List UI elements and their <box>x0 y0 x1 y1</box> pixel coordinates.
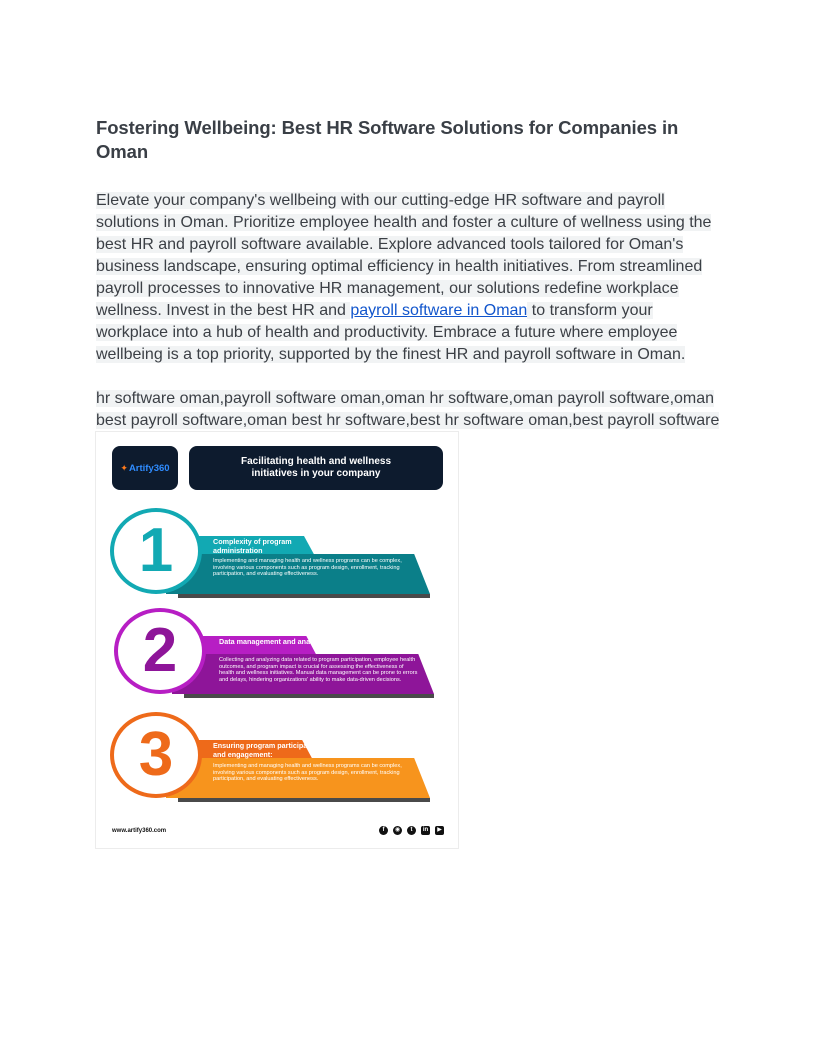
payroll-software-link[interactable]: payroll software in Oman <box>350 302 528 319</box>
item-3-number: 3 <box>110 712 202 798</box>
document-body <box>96 116 720 454</box>
item-1-number: 1 <box>110 508 202 594</box>
infographic-item-1 <box>96 508 458 604</box>
intro-paragraph <box>96 190 720 366</box>
twitter-icon: t <box>407 826 416 835</box>
banner-text: Facilitating health and wellness initiatives in your company <box>240 456 392 479</box>
linkedin-icon: in <box>422 827 429 833</box>
item-2-heading: Data management and analysis: <box>219 637 329 646</box>
infographic-image <box>96 432 458 848</box>
item-3-body: Implementing and managing health and wellness programs can be complex, involving various components such as program design, enrollment, tracking participation, and evaluating effectiveness. <box>213 763 402 783</box>
item-3-shadow <box>178 798 430 802</box>
item-1-heading: Complexity of program administration <box>213 537 292 555</box>
logo-mark-icon: ✦ <box>120 462 128 473</box>
instagram-icon: ◉ <box>394 827 401 833</box>
item-2-body: Collecting and analyzing data related to program participation, employee health outcomes, and program impact is crucial for assessing the effectiveness of health and wellness initiatives. Manual data management can be prone to errors and delays, hindering organizations' ability to make data-driven decisions. <box>219 657 418 683</box>
page-title: Fostering Wellbeing: Best HR Software Solutions for Companies in Oman <box>96 117 679 162</box>
youtube-icon: ▶ <box>435 826 444 835</box>
keywords-text: hr software oman,payroll software oman,oman hr software,oman payroll software,oman best payroll software,oman best hr software,best hr software oman,best payroll software <box>96 390 719 451</box>
infographic-item-3 <box>96 712 458 808</box>
infographic-item-2 <box>96 608 458 704</box>
paragraph-text-after-link: to transform your workplace into a hub of health and productivity. Embrace a future where employee wellbeing is a top priority, supported by the finest HR and payroll software in Oman. <box>96 302 686 363</box>
item-2-shadow <box>184 694 434 698</box>
item-1-shadow <box>178 594 430 598</box>
item-3-heading: Ensuring program participation and engagement: <box>213 741 321 759</box>
item-2-number: 2 <box>114 608 206 694</box>
logo-text: Artify360 <box>128 462 170 474</box>
paragraph-text-before-link: Elevate your company's wellbeing with our cutting-edge HR software and payroll solutions in Oman. Prioritize employee health and foster a culture of wellness using the best HR and payroll software available. Explore advanced tools tailored for Oman's business landscape, ensuring optimal efficiency in health initiatives. From streamlined payroll processes to innovative HR management, our solutions redefine workplace wellness. Invest in the best HR and <box>96 192 712 319</box>
social-icons <box>379 826 444 835</box>
footer-url: www.artify360.com <box>112 828 167 834</box>
artify360-logo <box>112 446 178 490</box>
item-1-body: Implementing and managing health and wellness programs can be complex, involving various components such as program design, enrollment, tracking participation, and evaluating effectiveness. <box>213 558 402 578</box>
infographic-banner <box>189 446 443 490</box>
facebook-icon: f <box>379 826 388 835</box>
